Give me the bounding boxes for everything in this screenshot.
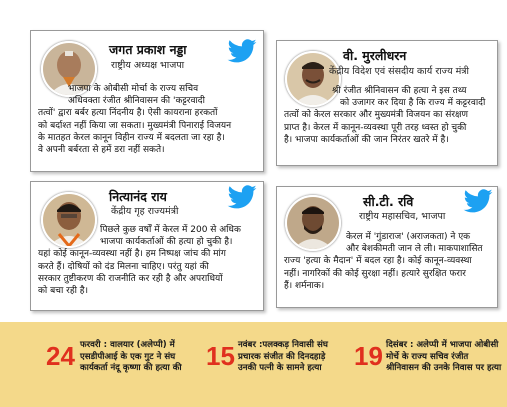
quote-line: है। भाजपा कार्यकर्ताओं की जान निरंतर खतरे में है। — [284, 134, 449, 145]
event-line: फरवरी : वालयार (अलेप्पी) में — [80, 340, 175, 350]
card-name: नित्यानंद राय — [109, 189, 167, 204]
twitter-bird-icon — [463, 189, 493, 213]
event-line: उनकी पत्नी के सामने हत्या — [238, 363, 322, 373]
quote-line: यहां कोई कानून-व्यवस्था नहीं है। हम निष्पक्ष जांच की मांग — [38, 249, 226, 260]
event-date-number: 15 — [206, 341, 235, 371]
event-text — [386, 340, 501, 375]
event-line: श्रीनिवासन की उनके निवास पर हत्या — [386, 363, 502, 373]
quote-line: पिछले कुछ वर्षों में केरल में 200 से अधिक — [100, 225, 241, 235]
event-line: कार्यकर्ता नंदू कृष्णा की हत्या की — [80, 363, 182, 373]
card-name: वी. मुरलीधरन — [343, 48, 407, 63]
quote-line: के मातहत केरल कानून विहीन राज्य में बदलता जा रहा है। — [38, 132, 225, 143]
quote-line: हैं। शर्मनाक। — [284, 280, 325, 291]
event-line: प्रचारक संजीत की दिनदहाड़े — [238, 351, 326, 362]
event-line: दिसंबर : अलेप्पी में भाजपा ओबीसी — [386, 340, 499, 350]
quote-line: नहीं। नागरिकों की कोई सुरक्षा नहीं। हत्यारे सुरक्षित फरार — [284, 268, 466, 279]
quote-line: सरकार तुष्टीकरण की राजनीति कर रही है और अपराधियों — [38, 273, 223, 284]
card-quote — [38, 224, 262, 297]
quote-line: राज्य 'हत्या के मैदान' में बदल रहा है। कोई कानून-व्यवस्था — [284, 256, 472, 267]
event-text — [238, 340, 328, 375]
quote-line: भाजपा कार्यकर्ताओं की हत्या हो चुकी है। — [100, 237, 233, 248]
card-role: केंद्रीय गृह राज्यमंत्री — [111, 206, 179, 217]
quote-line: को बचा रही है। — [38, 286, 88, 297]
quote-line: तत्वों' द्वारा बर्बर हत्या निंदनीय है। ऐसी कायराना हरकतों — [38, 108, 218, 119]
event-line: एसडीपीआई के एक गुट ने संघ — [80, 351, 176, 362]
card-name: जगत प्रकाश नड्डा — [109, 42, 187, 57]
card-quote — [38, 83, 262, 156]
quote-line: तत्वों को केरल सरकार और मुख्यमंत्री विजयन का संरक्षण — [284, 110, 468, 121]
quote-line: भाजपा के ओबीसी मोर्चा के राज्य सचिव — [68, 84, 199, 94]
quote-card-ravi — [276, 186, 498, 308]
timeline-band — [0, 322, 507, 407]
card-role: राष्ट्रीय अध्यक्ष भाजपा — [111, 60, 185, 71]
quote-line: वे अपनी बर्बरता से हमें डरा नहीं सकते। — [38, 145, 165, 156]
card-quote — [284, 231, 496, 292]
quote-card-muraleedharan — [276, 40, 498, 166]
event-date-number: 24 — [46, 341, 75, 371]
quote-line: प्राप्त है। केरल में कानून-व्यवस्था पूरी तरह ध्वस्त हो चुकी — [284, 122, 467, 133]
twitter-bird-icon — [227, 185, 257, 209]
quote-line: को उजागर कर दिया है कि राज्य में कट्टरवादी — [340, 98, 486, 109]
card-role: राष्ट्रीय महासचिव, भाजपा — [359, 211, 446, 222]
quote-line: अधिवक्ता रंजीत श्रीनिवासन की 'कट्टरवादी — [68, 96, 205, 107]
twitter-bird-icon — [227, 39, 257, 63]
card-quote — [284, 85, 496, 146]
card-role: केंद्रीय विदेश एवं संसदीय कार्य राज्य मंत्री — [329, 66, 470, 77]
quote-line: को बर्दाश्त नहीं किया जा सकता। मुख्यमंत्री पिनाराई विजयन — [38, 120, 232, 131]
event-date-number: 19 — [354, 341, 383, 371]
quote-line: करते हैं। दोषियों को दंड मिलना चाहिए। परंतु यहां की — [38, 261, 209, 272]
event-text — [80, 340, 182, 375]
quote-card-nadda — [30, 30, 264, 172]
quote-line: और बेशकीमती जान ले ली। माकपाशासित — [346, 244, 483, 255]
card-name: सी.टी. रवि — [363, 194, 414, 209]
event-line: मोर्चे के राज्य सचिव रंजीत — [386, 351, 469, 362]
quote-card-rai — [30, 181, 264, 311]
quote-line: श्री रंजीत श्रीनिवासन की हत्या ने इस तथ्य — [332, 86, 467, 96]
quote-line: केरल में 'गुंडाराज' (अराजकता) ने एक — [346, 232, 471, 242]
event-line: नवंबर :पलक्कड़ निवासी संघ — [238, 340, 328, 350]
